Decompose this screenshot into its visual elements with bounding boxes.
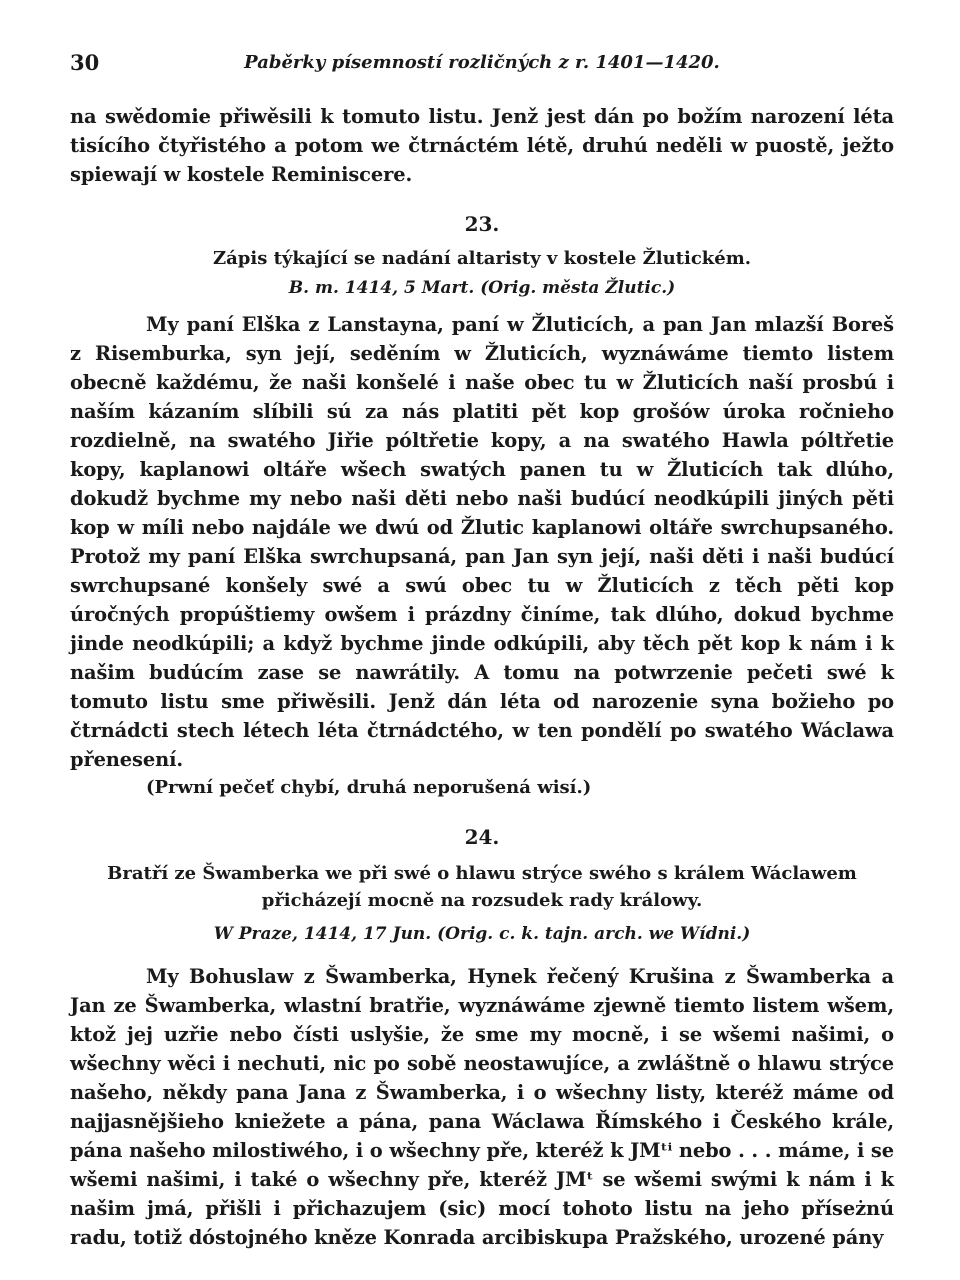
document-title-24: Bratří ze Šwamberka we při swé o hlawu strýce swého s králem Wáclawem přicházejí mocně na rozsudek rady králowy. — [107, 863, 857, 911]
document-number-23: 23. — [464, 212, 500, 236]
page-body — [70, 102, 894, 1252]
document-text-24: My Bohuslaw z Šwamberka, Hynek řečený Krušina z Šwamberka a Jan ze Šwamberka, wlastní bratřie, wyznáwáme zjewně tiemto listem wšem, ktož jej uzřie nebo čísti uslyšie, že sme my mocně, i se wšemi našimi, o wšechny wěci i nechuti, nic po sobě neostawujíce, a zwláštně o hlawu strýce našeho, někdy pana Jana z Šwamberka, i o wšechny listy, kteréž máme od najjasnějšieho kniežete a pána, pana Wáclawa Římského i Českého krále, pána našeho milostiwého, i o wšechny pře, kteréž k JMᵗⁱ nebo . . . máme, i se wšemi našimi, i také o wšechny pře, kteréž JMᵗ se wšemi swými k nám i k našim jmá, přišli i přichazujem (sic) mocí tohoto listu na jeho příseżnú radu, totiž dóstojného kněze Konrada arcibiskupa Pražského, urozené pány — [70, 965, 894, 1249]
document-text-23: My paní Elška z Lanstayna, paní w Žluticích, a pan Jan mlazší Boreš z Risemburka, syn její, seděním w Žluticích, wyznáwáme tiemto listem obecně každému, že naši konšelé i naše obec tu w Žluticích naší prosbú i naším kázaním slíbili sú za nás platiti pět kop grošów úroka ročnieho rozdielně, na swatého Jiřie póltřetie kopy, a na swatého Hawla póltřetie kopy, kaplanowi oltáře wšech swatých panen tu w Žluticích tak dlúho, dokudž bychme my nebo naši děti nebo naši budúcí neodkúpili jiných pěti kop w míli nebo najdále we dwú od Žlutic kaplanowi oltáře swrchupsaného. Protož my paní Elška swrchupsaná, pan Jan syn její, naši děti i naši budúcí swrchupsané konšely swé a swú obec tu w Žluticích z těch pěti kop úročných propúštiemy owšem i prázdny činíme, tak dlúho, dokud bychme jinde neodkúpili; a když bychme jinde odkúpili, aby těch pět kop k nám i k našim budúcím zase se nawrátily. A tomu na potwrzenie pečeti swé k tomuto listu sme přiwěsili. Jenž dán léta od narozenie syna božieho po čtrnádcti stech létech léta čtrnádctého, w ten pondělí po swatého Wáclawa přenesení. — [70, 313, 894, 771]
continuation-paragraph: na swědomie přiwěsili k tomuto listu. Jenž jest dán po božím narození léta tisícího čtyřistého a potom we čtrnáctém létě, druhú neděli w puostě, ježto spiewají w kostele Reminiscere. — [70, 105, 894, 186]
running-title: Paběrky písemností rozličných z r. 1401—1420. — [244, 52, 720, 73]
page-number: 30 — [70, 50, 100, 75]
document-title-23: Zápis týkající se nadání altaristy v kostele Žlutickém. — [212, 248, 752, 269]
document-number-24: 24. — [464, 825, 500, 849]
seal-note-23: (Prwní pečeť chybí, druhá neporušená wisí.) — [146, 777, 592, 798]
document-source-24: W Praze, 1414, 17 Jun. (Orig. c. k. tajn. arch. we Wídni.) — [213, 924, 751, 944]
document-source-23: B. m. 1414, 5 Mart. (Orig. města Žlutic.) — [288, 278, 676, 298]
page-header — [70, 50, 894, 74]
